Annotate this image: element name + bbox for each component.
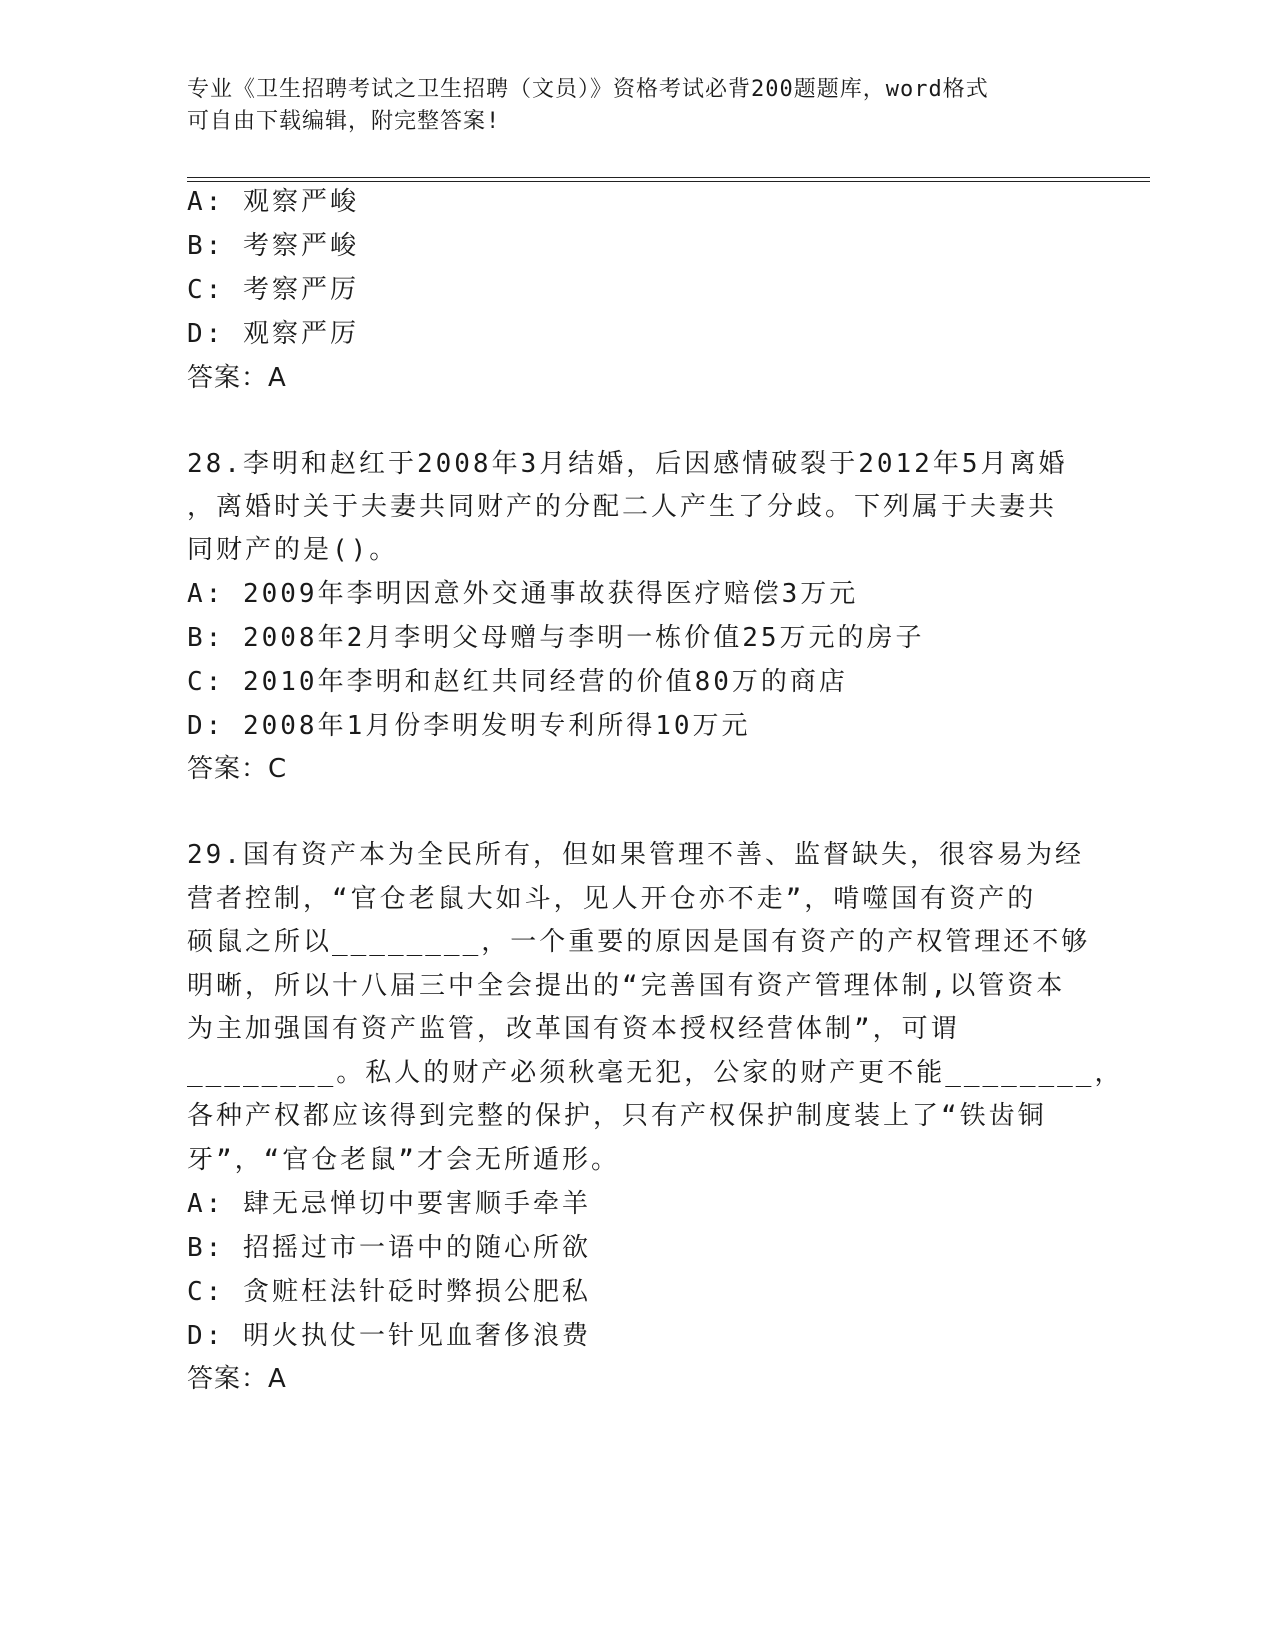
- q29-stem-line-7: 各种产权都应该得到完整的保护，只有产权保护制度装上了“铁齿铜: [187, 1101, 1047, 1131]
- header-divider-bottom: [187, 181, 1150, 182]
- q29-stem-line-3: 硕鼠之所以________，一个重要的原因是国有资产的产权管理还不够: [187, 927, 1091, 957]
- q29-option-d: D: 明火执仗一针见血奢侈浪费: [187, 1321, 591, 1351]
- header-line-1: 专业《卫生招聘考试之卫生招聘（文员）》资格考试必背200题题库，word格式: [187, 77, 989, 102]
- q27-option-a: A: 观察严峻: [187, 187, 359, 217]
- q29-stem-line-8: 牙”，“官仓老鼠”才会无所遁形。: [187, 1145, 620, 1175]
- q28-answer: 答案：C: [187, 754, 288, 784]
- q28-option-a: A: 2009年李明因意外交通事故获得医疗赔偿3万元: [187, 579, 859, 609]
- header-divider-top: [187, 177, 1150, 178]
- q28-stem-line-1: 28.李明和赵红于2008年3月结婚，后因感情破裂于2012年5月离婚: [187, 449, 1068, 479]
- q27-answer: 答案：A: [187, 363, 287, 393]
- q29-answer: 答案：A: [187, 1364, 287, 1394]
- q29-stem-line-2: 营者控制，“官仓老鼠大如斗，见人开仓亦不走”，啃噬国有资产的: [187, 884, 1037, 914]
- q28-stem-line-2: ，离婚时关于夫妻共同财产的分配二人产生了分歧。下列属于夫妻共: [187, 492, 1058, 522]
- q28-option-d: D: 2008年1月份李明发明专利所得10万元: [187, 711, 751, 741]
- q27-option-c: C: 考察严厉: [187, 275, 359, 305]
- q29-option-b: B: 招摇过市一语中的随心所欲: [187, 1233, 591, 1263]
- q28-option-b: B: 2008年2月李明父母赠与李明一栋价值25万元的房子: [187, 623, 925, 653]
- q29-option-a: A: 肆无忌惮切中要害顺手牵羊: [187, 1189, 591, 1219]
- header-line-2: 可自由下载编辑，附完整答案!: [187, 109, 501, 134]
- q27-option-b: B: 考察严峻: [187, 231, 359, 261]
- q29-stem-line-1: 29.国有资产本为全民所有，但如果管理不善、监督缺失，很容易为经: [187, 840, 1084, 870]
- q29-option-c: C: 贪赃枉法针砭时弊损公肥私: [187, 1277, 591, 1307]
- q27-option-d: D: 观察严厉: [187, 319, 359, 349]
- q29-stem-line-5: 为主加强国有资产监管，改革国有资本授权经营体制”，可谓: [187, 1014, 960, 1044]
- q28-stem-line-3: 同财产的是()。: [187, 535, 399, 565]
- q28-option-c: C: 2010年李明和赵红共同经营的价值80万的商店: [187, 667, 848, 697]
- document-header: [187, 74, 1067, 138]
- q29-stem-line-6: ________。私人的财产必须秋毫无犯，公家的财产更不能________，: [187, 1058, 1124, 1088]
- q29-stem-line-4: 明晰，所以十八届三中全会提出的“完善国有资产管理体制,以管资本: [187, 971, 1066, 1001]
